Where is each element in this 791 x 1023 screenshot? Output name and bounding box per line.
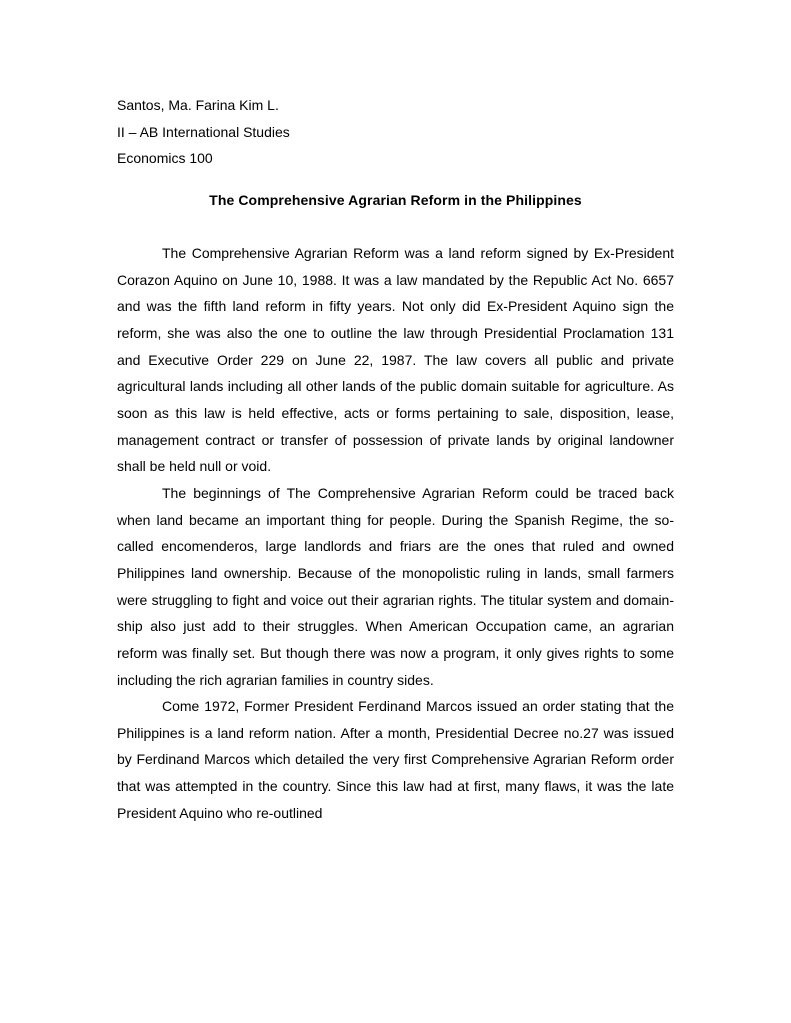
document-title: The Comprehensive Agrarian Reform in the Philippines <box>209 192 582 208</box>
course-name: Economics 100 <box>117 150 213 167</box>
student-program: II – AB International Studies <box>117 123 290 140</box>
document-header <box>117 92 677 172</box>
author-name: Santos, Ma. Farina Kim L. <box>117 97 279 113</box>
body-paragraph: Come 1972, Former President Ferdinand Marcos issued an order stating that the Philippines is a land reform nation. After a month, Presidential Decree no.27 was issued by Ferdinand Marcos which detailed the very first Comprehensive Agrarian Reform order that was attempted in the country. Since this law had at first, many flaws, it was the late President Aquino who re-outlined <box>117 698 674 821</box>
body-paragraph: The beginnings of The Comprehensive Agrarian Reform could be traced back when land became an important thing for people. During the Spanish Regime, the so-called encomenderos, large landlords and friars are the ones that ruled and owned Philippines land ownership. Because of the monopolistic ruling in lands, small farmers were struggling to fight and voice out their agrarian rights. The titular system and domain-ship also just add to their struggles. When American Occupation came, an agrarian reform was finally set. But though there was now a program, it only gives rights to some including the rich agrarian families in country sides. <box>117 484 674 688</box>
document-body <box>117 240 674 826</box>
body-paragraph: The Comprehensive Agrarian Reform was a land reform signed by Ex-President Corazon Aquino on June 10, 1988. It was a law mandated by the Republic Act No. 6657 and was the fifth land reform in fifty years. Not only did Ex-President Aquino sign the reform, she was also the one to outline the law through Presidential Proclamation 131 and Executive Order 229 on June 22, 1987. The law covers all public and private agricultural lands including all other lands of the public domain suitable for agriculture. As soon as this law is held effective, acts or forms pertaining to sale, disposition, lease, management contract or transfer of possession of private lands by original landowner shall be held null or void. <box>117 245 674 475</box>
